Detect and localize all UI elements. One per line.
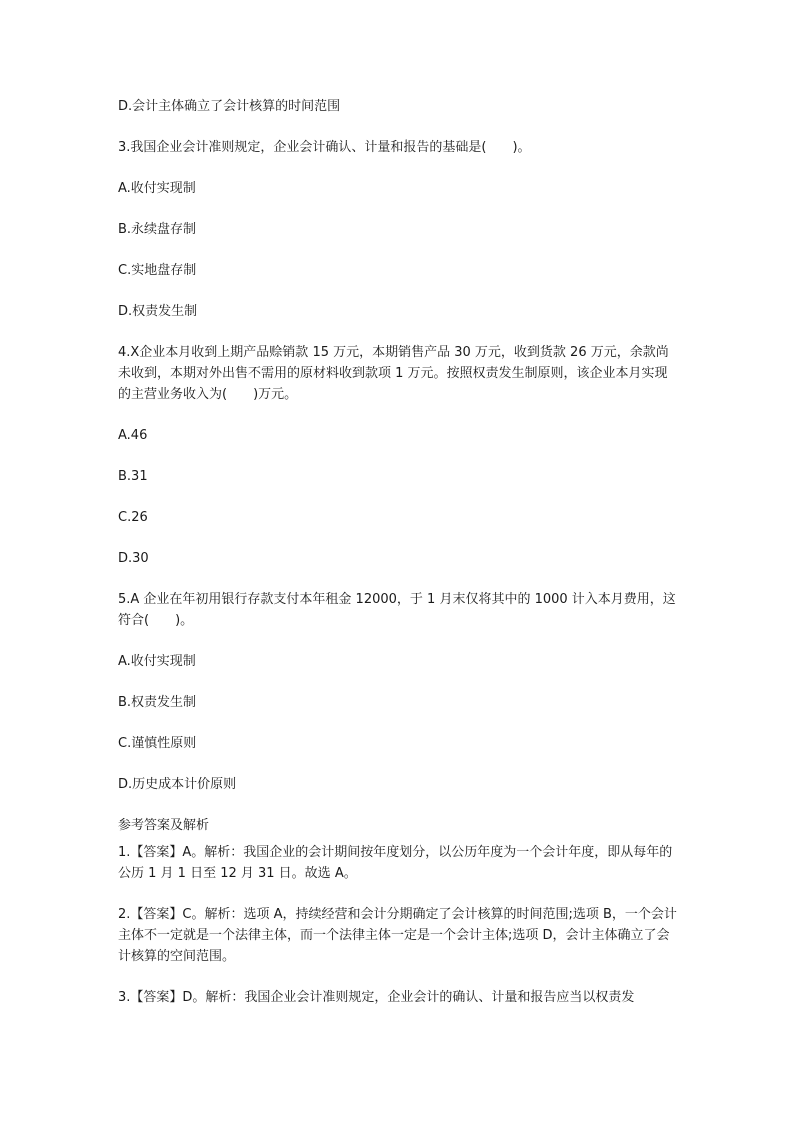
option-c-q5: C.谨慎性原则 <box>118 736 197 751</box>
option-d-q2: D.会计主体确立了会计核算的时间范围 <box>118 99 341 114</box>
option-d-q3: D.权责发生制 <box>118 304 198 319</box>
option-b-q5: B.权责发生制 <box>118 695 197 710</box>
option-c-q3: C.实地盘存制 <box>118 263 197 278</box>
document-page <box>118 96 678 1008</box>
option-b-q3: B.永续盘存制 <box>118 222 197 237</box>
answer-2: 2.【答案】C。解析：选项 A，持续经营和会计分期确定了会计核算的时间范围;选项 B，一个会计主体不一定就是一个法律主体，而一个法律主体一定是一个会计主体;选项 D，会计主体确立了会计核算的空间范围。 <box>118 907 677 964</box>
question-5: 5.A 企业在年初用银行存款支付本年租金 12000，于 1 月末仅将其中的 1000 计入本月费用，这符合( )。 <box>118 592 676 628</box>
answers-heading: 参考答案及解析 <box>118 818 210 833</box>
option-d-q4: D.30 <box>118 551 149 566</box>
answer-3: 3.【答案】D。解析：我国企业会计准则规定，企业会计的确认、计量和报告应当以权责发 <box>118 990 635 1005</box>
option-a-q5: A.收付实现制 <box>118 654 196 669</box>
answer-1: 1.【答案】A。解析：我国企业的会计期间按年度划分，以公历年度为一个会计年度，即从每年的公历 1 月 1 日至 12 月 31 日。故选 A。 <box>118 845 673 881</box>
option-b-q4: B.31 <box>118 469 148 484</box>
option-a-q3: A.收付实现制 <box>118 181 196 196</box>
option-d-q5: D.历史成本计价原则 <box>118 777 237 792</box>
question-4: 4.X企业本月收到上期产品赊销款 15 万元，本期销售产品 30 万元，收到货款 26 万元，余款尚未收到，本期对外出售不需用的原材料收到款项 1 万元。按照权责发生制原则，该企业本月实现的主营业务收入为( )万元。 <box>118 345 669 402</box>
question-3: 3.我国企业会计准则规定，企业会计确认、计量和报告的基础是( )。 <box>118 140 531 155</box>
option-a-q4: A.46 <box>118 428 148 443</box>
option-c-q4: C.26 <box>118 510 148 525</box>
